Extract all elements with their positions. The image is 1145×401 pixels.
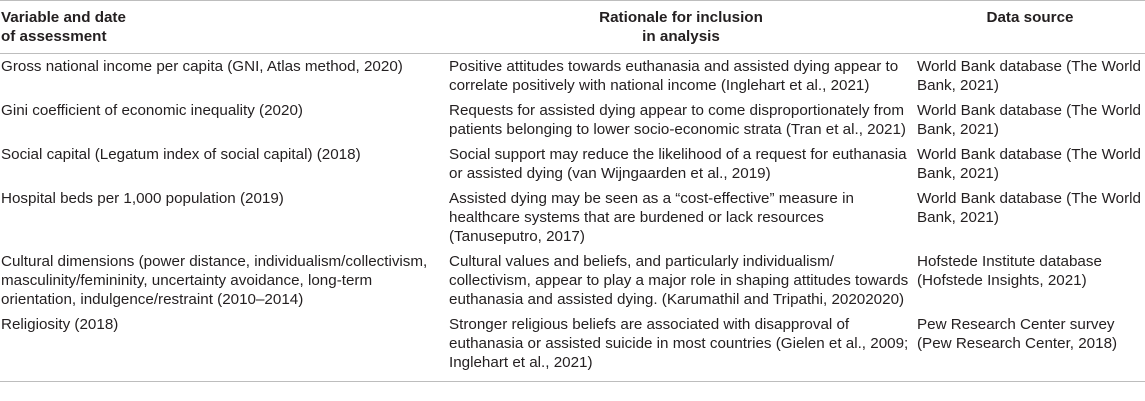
cell-line: World Bank database (The World (917, 146, 1141, 163)
cell-rationale (447, 249, 915, 312)
cell-variable (0, 54, 447, 99)
cell-line: World Bank database (The World (917, 102, 1141, 119)
header-rationale-line: in analysis (642, 28, 720, 45)
cell-rationale (447, 98, 915, 142)
cell-variable (0, 249, 447, 312)
cell-line: (Pew Research Center, 2018) (917, 335, 1118, 352)
cell-line: Bank, 2021) (917, 209, 999, 226)
cell-line: Stronger religious beliefs are associated with disapproval of (449, 316, 850, 333)
cell-source (915, 186, 1145, 249)
cell-line: Inglehart et al., 2021) (449, 354, 593, 371)
cell-line: Positive attitudes towards euthanasia and assisted dying appear to (449, 58, 899, 75)
cell-line: correlate positively with national income (Inglehart et al., 2021) (449, 77, 870, 94)
table-body (0, 54, 1145, 382)
table-header (0, 1, 1145, 54)
cell-line: collectivism, appear to play a major role in shaping attitudes towards (449, 272, 909, 289)
cell-line: World Bank database (The World (917, 58, 1141, 75)
header-rationale (447, 1, 915, 54)
cell-line: Assisted dying may be seen as a “cost-effective” measure in (449, 190, 854, 207)
cell-line: patients belonging to lower socio-economic strata (Tran et al., 2021) (449, 121, 906, 138)
header-row (0, 1, 1145, 54)
cell-line: Pew Research Center survey (917, 316, 1115, 333)
cell-line: healthcare systems that are burdened or lack resources (449, 209, 824, 226)
cell-source (915, 312, 1145, 382)
cell-line: Religiosity (2018) (1, 316, 119, 333)
cell-line: Cultural values and beliefs, and particularly individualism/ (449, 253, 834, 270)
table-row (0, 186, 1145, 249)
cell-line: Social capital (Legatum index of social capital) (2018) (1, 146, 361, 163)
header-variable (0, 1, 447, 54)
cell-source (915, 249, 1145, 312)
table-row (0, 312, 1145, 382)
header-source: Data source (915, 1, 1145, 54)
cell-source (915, 54, 1145, 99)
cell-rationale (447, 142, 915, 186)
cell-rationale (447, 54, 915, 99)
cell-line: euthanasia or assisted suicide in most countries (Gielen et al., 2009; (449, 335, 909, 352)
cell-line: or assisted dying (van Wijngaarden et al., 2019) (449, 165, 771, 182)
cell-line: orientation, indulgence/restraint (2010–2014) (1, 291, 304, 308)
cell-line: Hofstede Institute database (917, 253, 1102, 270)
table-row (0, 54, 1145, 99)
cell-line: Cultural dimensions (power distance, individualism/collectivism, (1, 253, 428, 270)
cell-variable (0, 142, 447, 186)
cell-line: (Tanuseputro, 2017) (449, 228, 585, 245)
cell-source (915, 98, 1145, 142)
cell-line: Bank, 2021) (917, 77, 999, 94)
cell-variable (0, 98, 447, 142)
cell-line: (Hofstede Insights, 2021) (917, 272, 1087, 289)
header-variable-line: of assessment (1, 28, 107, 45)
cell-rationale (447, 312, 915, 382)
cell-line: Bank, 2021) (917, 165, 999, 182)
cell-line: euthanasia and assisted dying. (Karumathil and Tripathi, 20202020) (449, 291, 905, 308)
cell-line: Social support may reduce the likelihood of a request for euthanasia (449, 146, 907, 163)
table-row (0, 98, 1145, 142)
cell-rationale (447, 186, 915, 249)
table-row (0, 249, 1145, 312)
cell-source (915, 142, 1145, 186)
cell-variable (0, 312, 447, 382)
cell-line: Gross national income per capita (GNI, Atlas method, 2020) (1, 58, 403, 75)
header-rationale-line: Rationale for inclusion (599, 9, 763, 26)
cell-variable (0, 186, 447, 249)
cell-line: World Bank database (The World (917, 190, 1141, 207)
cell-line: Requests for assisted dying appear to come disproportionately from (449, 102, 905, 119)
cell-line: Hospital beds per 1,000 population (2019) (1, 190, 284, 207)
cell-line: Bank, 2021) (917, 121, 999, 138)
cell-line: Gini coefficient of economic inequality (2020) (1, 102, 303, 119)
table-row (0, 142, 1145, 186)
cell-line: masculinity/femininity, uncertainty avoidance, long-term (1, 272, 373, 289)
header-variable-line: Variable and date (1, 9, 126, 26)
